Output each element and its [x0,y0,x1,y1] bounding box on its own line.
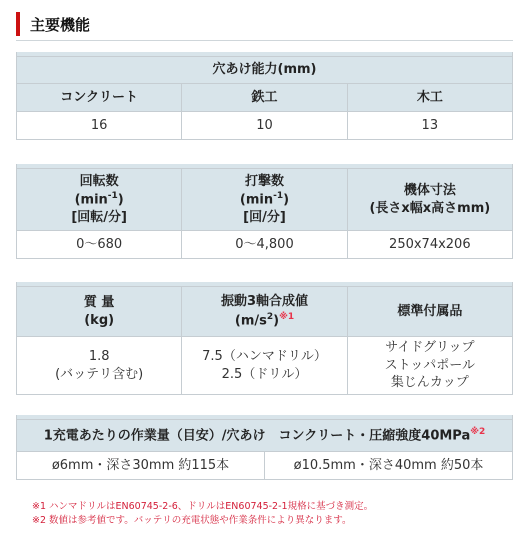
header-concrete: コンクリート [17,84,182,112]
table-work-per-charge [16,419,513,480]
table-speed-dimensions [16,168,513,259]
header-impact-rate [182,169,347,231]
weight-unit: (kg) [84,312,115,328]
value-impact-rate: 0〜4,800 [182,231,347,259]
header-steel: 鉄工 [182,84,347,112]
section-header [16,12,516,36]
rotation-unit-ja: [回転/分] [71,209,127,225]
value-weight [17,337,182,395]
accessory-dust-cup: 集じんカップ [390,375,469,391]
impact-unit-ja: [回/分] [243,209,286,225]
value-vibration [182,337,347,395]
accessory-stopper-pole: ストッパポール [384,357,475,373]
value-steel: 10 [182,112,347,140]
impact-label: 打撃数 [244,173,284,189]
footnote-mark-1: ※1 [279,311,295,322]
value-10-5mm: ø10.5mm・深さ40mm 約50本 [265,452,513,480]
header-vibration [182,287,347,337]
vibration-label: 振動3軸合成値 [220,294,309,310]
impact-unit: $(\min^{-1})$ [239,191,290,208]
vibration-hammer: 7.5（ハンマドリル） [202,348,327,364]
footnote-2: ※2 数値は参考値です。バッテリの充電状態や作業条件により異なります。 [32,515,352,526]
rotation-unit: $(\min^{-1})$ [74,191,124,208]
accessory-side-grip: サイドグリップ [385,340,475,356]
weight-label: 質 量 [83,294,115,310]
header-dimensions [347,169,512,231]
footnote-mark-2: ※2 [470,427,486,438]
value-6mm: ø6mm・深さ30mm 約115本 [17,452,265,480]
weight-value: 1.8 [88,348,110,364]
section-title: 主要機能 [30,15,91,34]
footnotes [32,500,373,528]
dimensions-label: 機体寸法 [403,182,456,198]
dimensions-unit: (長さx幅x高さmm) [369,200,491,216]
value-wood: 13 [347,112,512,140]
footnote-1: ※1 ハンマドリルはEN60745-2-6、ドリルはEN60745-2-1規格に基づき測定。 [32,501,374,512]
table4-title: 1充電あたりの作業量（目安）/穴あけ コンクリート・圧縮強度40MPa$^{※2}$ [17,420,513,452]
header-wood: 木工 [347,84,512,112]
header-weight [17,287,182,337]
weight-note: (バッテリ含む) [55,366,144,382]
value-dimensions: 250x74x206 [347,231,512,259]
header-divider [16,40,513,41]
header-rotation-speed [17,169,182,231]
table1-title: 穴あけ能力(mm) [17,57,513,84]
value-concrete: 16 [17,112,182,140]
accent-bar [16,12,20,36]
header-accessories: 標準付属品 [347,287,512,337]
vibration-unit: $(m/s^2)^{※1}$ [234,311,295,329]
rotation-label: 回転数 [79,173,119,189]
table-drilling-capacity [16,56,513,140]
value-rotation-speed: 0〜680 [17,231,182,259]
value-accessories [347,337,512,395]
vibration-drill: 2.5（ドリル） [221,366,308,382]
table-weight-vibration [16,286,513,395]
